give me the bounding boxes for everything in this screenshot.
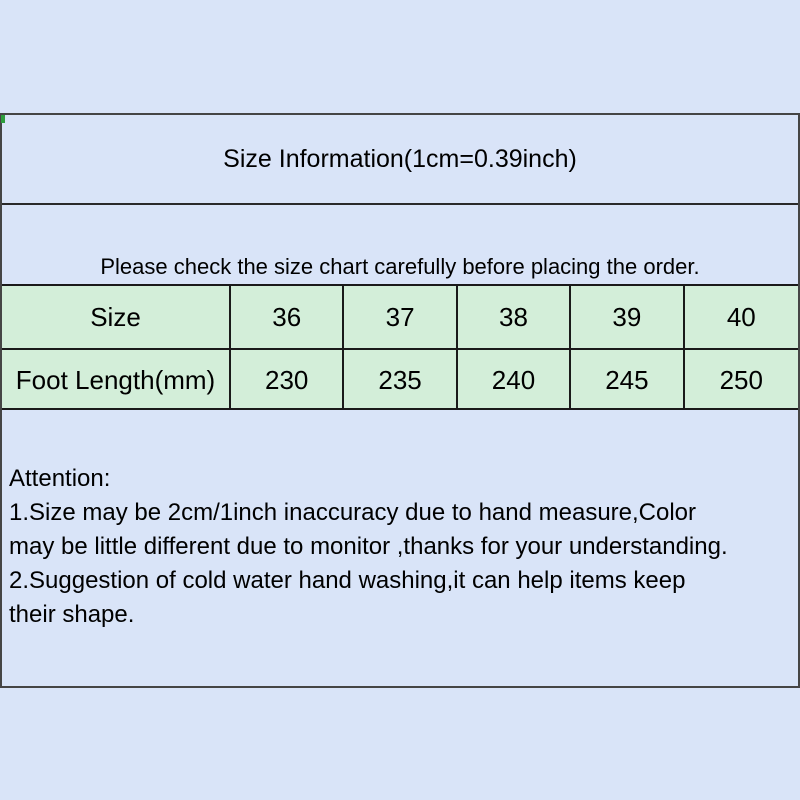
table-cell-length-245: 245 bbox=[571, 348, 684, 410]
size-info-panel bbox=[0, 113, 800, 688]
attention-heading: Attention: bbox=[9, 465, 111, 492]
table-cell-length-230: 230 bbox=[231, 348, 344, 410]
table-cell-size-38: 38 bbox=[458, 286, 571, 348]
title-row bbox=[2, 115, 798, 205]
page-title: Size Information(1cm=0.39inch) bbox=[223, 144, 577, 173]
attention-line-1: 1.Size may be 2cm/1inch inaccuracy due to hand measure,Color bbox=[9, 499, 697, 526]
table-cell-length-250: 250 bbox=[685, 348, 798, 410]
notice-text: Please check the size chart carefully before placing the order. bbox=[100, 254, 700, 279]
table-cell-length-240: 240 bbox=[458, 348, 571, 410]
attention-line-3: 2.Suggestion of cold water hand washing,it can help items keep bbox=[9, 567, 686, 594]
attention-line-4: their shape. bbox=[9, 601, 135, 628]
attention-line-2: may be little different due to monitor ,thanks for your understanding. bbox=[9, 533, 728, 560]
table-cell-size-40: 40 bbox=[726, 301, 756, 332]
table-row-label-foot-length: Foot Length(mm) bbox=[2, 348, 231, 410]
attention-section bbox=[2, 410, 798, 686]
notice-row bbox=[2, 205, 798, 286]
table-cell-size-36: 36 bbox=[231, 286, 344, 348]
table-cell-length-235: 235 bbox=[344, 348, 457, 410]
size-table bbox=[2, 286, 798, 410]
table-row-label-size: Size bbox=[2, 286, 231, 348]
table-cell-size-37: 37 bbox=[344, 286, 457, 348]
green-corner-artifact bbox=[1, 115, 5, 123]
table-cell-size-39: 39 bbox=[571, 286, 684, 348]
